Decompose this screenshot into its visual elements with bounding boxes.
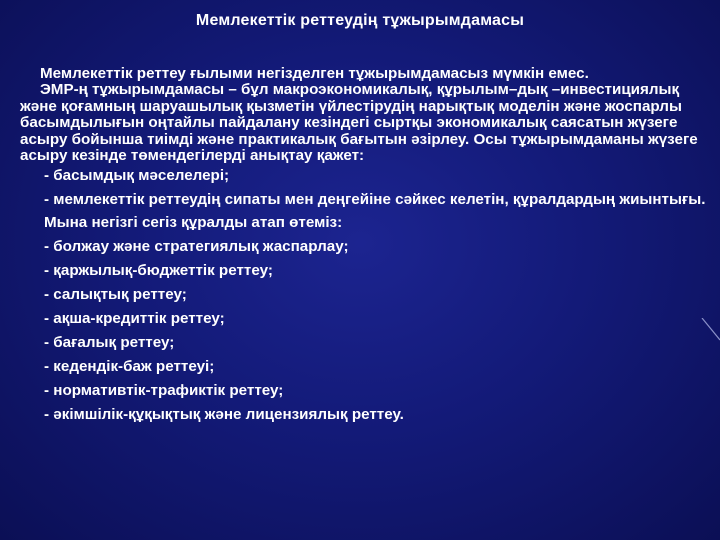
list-item-tool: - қаржылық-бюджеттік реттеу;: [44, 262, 273, 280]
list-item-tools-set: - мемлекеттік реттеудің сипаты мен деңгейіне сәйкес келетін, құралдардың жиынтығы.: [44, 190, 706, 208]
list-item-priority: - басымдық мәселелері;: [44, 167, 230, 185]
paragraph-tools-intro: Мына негізгі сегіз құралды атап өтеміз:: [44, 214, 343, 232]
paragraph-intro: Мемлекеттік реттеу ғылыми негізделген тұжырымдамасыз мүмкін емес.: [40, 65, 589, 82]
paragraph-concept: ЭМР-ң тұжырымдамасы – бұл макроэкономикалық, құрылым–дық –инвестициялық және қоғамның шаруашылық қызметін үйлестірудің нарықтық моделін және жоспарлы басымдылығын оңтайлы пайдалану кезіндегі сыртқы экономикалық саясатын жүзеге асыру бойынша тиімді және практикалық бағытын әзірлеу. Осы тұжырымдаманы жүзеге асыру кезінде төмендегілерді анықтау қажет:: [20, 81, 698, 165]
slide-body: [20, 66, 710, 424]
list-item-tool: - салықтық реттеу;: [44, 286, 187, 304]
list-item-tool: - бағалық реттеу;: [44, 334, 175, 352]
list-item-tool: - болжау және стратегиялық жаспарлау;: [44, 238, 349, 256]
list-item-tool: - нормативтік-трафиктік реттеу;: [44, 382, 284, 400]
list-item-tool: - әкімшілік-құқықтық және лицензиялық реттеу.: [44, 406, 404, 424]
list-item-tool: - кедендік-баж реттеуі;: [44, 358, 215, 376]
list-item-tool: - ақша-кредиттік реттеу;: [44, 310, 225, 328]
decorative-line: [700, 318, 720, 358]
slide-title: Мемлекеттік реттеудің тұжырымдамасы: [195, 12, 525, 29]
